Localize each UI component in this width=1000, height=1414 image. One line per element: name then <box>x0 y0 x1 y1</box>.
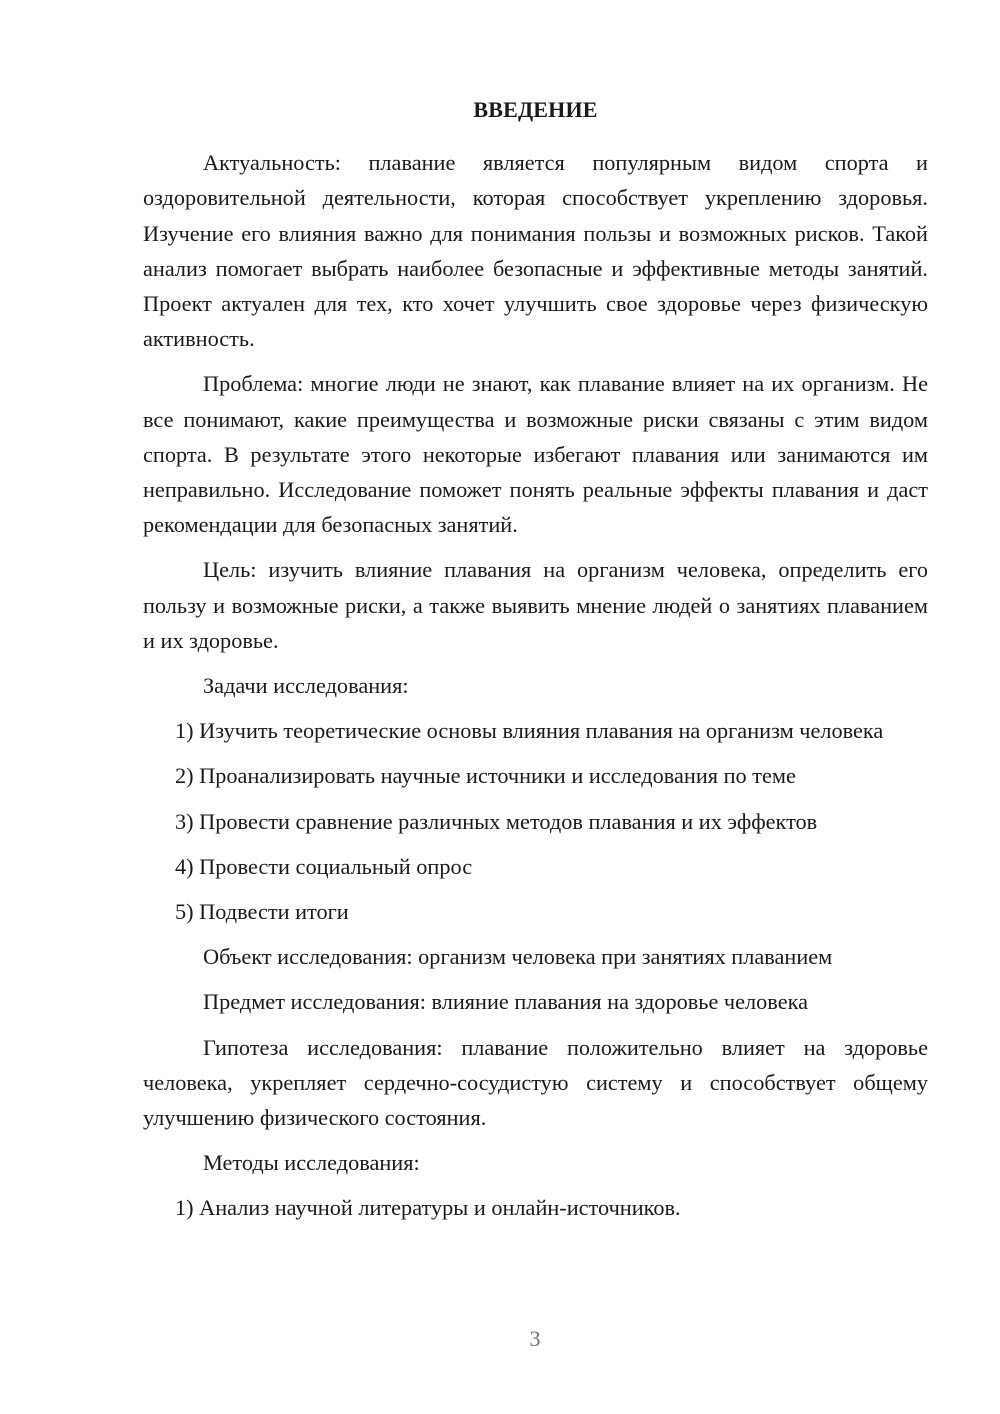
methods-heading: Методы исследования: <box>203 1150 420 1176</box>
task-item: 4) Провести социальный опрос <box>175 853 473 879</box>
section-title: ВВЕДЕНИЕ <box>473 97 598 122</box>
tasks-heading: Задачи исследования: <box>203 673 409 699</box>
paragraph-subject: Предмет исследования: влияние плавания на здоровье человека <box>203 989 808 1015</box>
task-item: 2) Проанализировать научные источники и исследования по теме <box>175 763 796 789</box>
task-item: 3) Провести сравнение различных методов плавания и их эффектов <box>175 808 818 834</box>
task-item: 5) Подвести итоги <box>175 899 349 925</box>
paragraph-goal: Цель: изучить влияние плавания на организм человека, определить его пользу и возможные риски, а также выявить мнение людей о занятиях плаванием и их здоровье. <box>143 557 928 653</box>
method-item: 1) Анализ научной литературы и онлайн-источников. <box>175 1195 681 1221</box>
paragraph-hypothesis: Гипотеза исследования: плавание положительно влияет на здоровье человека, укрепляет сердечно-сосудистую систему и способствует общему улучшению физического состояния. <box>143 1034 928 1131</box>
page-content <box>143 92 928 1226</box>
paragraph-relevance: Актуальность: плавание является популярным видом спорта и оздоровительной деятельности, которая способствует укреплению здоровья. Изучение его влияния важно для понимания пользы и возможных рисков. Такой анализ помогает выбрать наиболее безопасные и эффективные методы занятий. Проект актуален для тех, кто хочет улучшить свое здоровье через физическую активность. <box>143 150 928 352</box>
paragraph-object: Объект исследования: организм человека при занятиях плаванием <box>203 944 833 970</box>
paragraph-problem: Проблема: многие люди не знают, как плавание влияет на их организм. Не все понимают, какие преимущества и возможные риски связаны с этим видом спорта. В результате этого некоторые избегают плавания или занимаются им неправильно. Исследование поможет понять реальные эффекты плавания и даст рекомендации для безопасных занятий. <box>143 371 928 538</box>
page-number: 3 <box>529 1326 541 1351</box>
task-item: 1) Изучить теоретические основы влияния плавания на организм человека <box>175 718 884 744</box>
